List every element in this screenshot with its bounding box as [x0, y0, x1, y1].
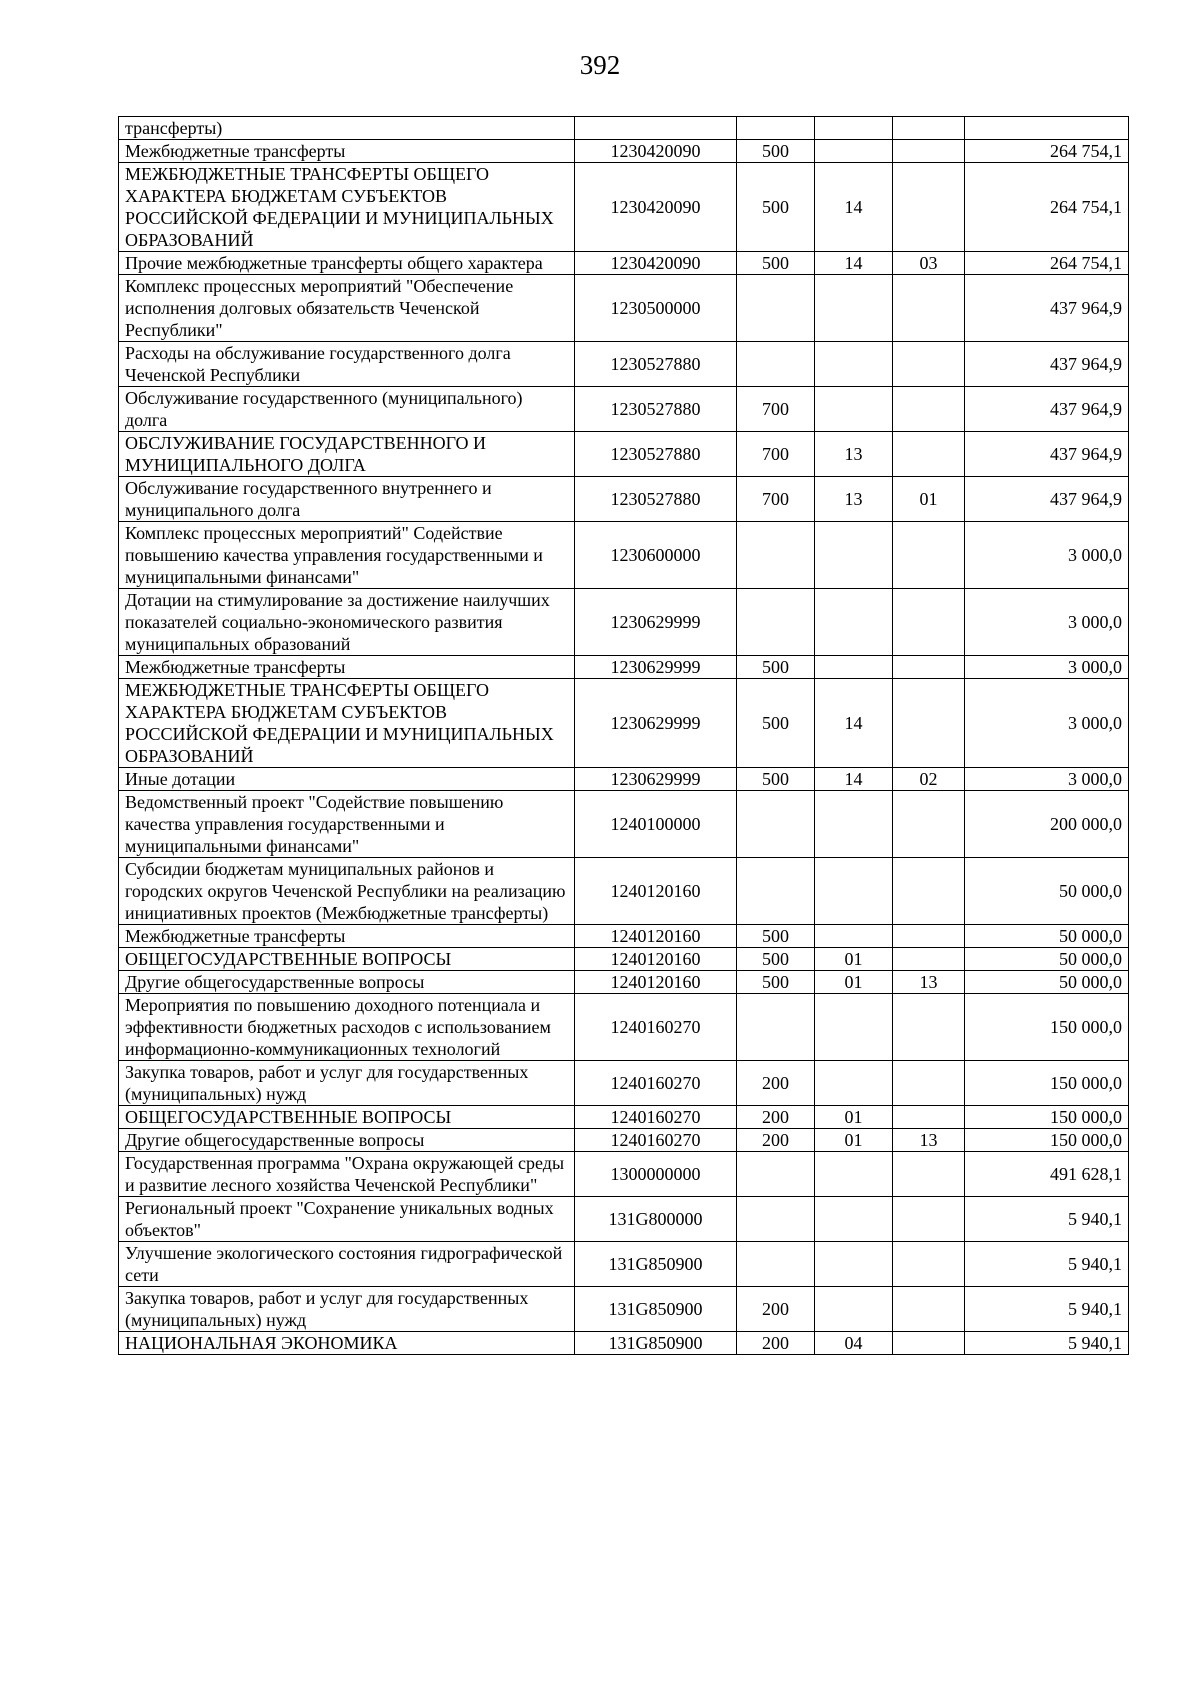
- amount-cell: 437 964,9: [965, 275, 1129, 342]
- amount-cell: 437 964,9: [965, 432, 1129, 477]
- expense-type-cell: [737, 342, 815, 387]
- table-row: [119, 1129, 1129, 1152]
- expense-name-cell: Субсидии бюджетам муниципальных районов и городских округов Чеченской Республики на реализацию инициативных проектов (Межбюджетные трансферты): [119, 858, 575, 925]
- section-cell: [815, 925, 893, 948]
- expense-type-cell: 700: [737, 477, 815, 522]
- section-cell: 01: [815, 971, 893, 994]
- section-cell: 13: [815, 477, 893, 522]
- expense-name-cell: ОБЩЕГОСУДАРСТВЕННЫЕ ВОПРОСЫ: [119, 1106, 575, 1129]
- target-code-cell: 1240120160: [575, 925, 737, 948]
- expense-name-cell: ОБСЛУЖИВАНИЕ ГОСУДАРСТВЕННОГО И МУНИЦИПАЛЬНОГО ДОЛГА: [119, 432, 575, 477]
- expense-name-cell: Межбюджетные трансферты: [119, 656, 575, 679]
- expense-type-cell: [737, 275, 815, 342]
- expense-type-cell: 500: [737, 925, 815, 948]
- amount-cell: 200 000,0: [965, 791, 1129, 858]
- target-code-cell: 1230527880: [575, 342, 737, 387]
- table-row: [119, 1197, 1129, 1242]
- section-cell: [815, 1242, 893, 1287]
- page-number: 392: [579, 50, 621, 80]
- table-row: [119, 432, 1129, 477]
- subsection-cell: [893, 1061, 965, 1106]
- amount-cell: 3 000,0: [965, 679, 1129, 768]
- expense-name-cell: Закупка товаров, работ и услуг для государственных (муниципальных) нужд: [119, 1287, 575, 1332]
- amount-cell: 437 964,9: [965, 342, 1129, 387]
- table-row: [119, 589, 1129, 656]
- table-row: [119, 925, 1129, 948]
- subsection-cell: [893, 858, 965, 925]
- expense-name-cell: Другие общегосударственные вопросы: [119, 971, 575, 994]
- target-code-cell: 1240120160: [575, 858, 737, 925]
- amount-cell: 5 940,1: [965, 1242, 1129, 1287]
- target-code-cell: 131G850900: [575, 1332, 737, 1355]
- table-row: [119, 1287, 1129, 1332]
- target-code-cell: 1230420090: [575, 252, 737, 275]
- target-code-cell: 1230629999: [575, 679, 737, 768]
- section-cell: [815, 1061, 893, 1106]
- amount-cell: 50 000,0: [965, 858, 1129, 925]
- section-cell: [815, 656, 893, 679]
- target-code-cell: 1230527880: [575, 387, 737, 432]
- expense-type-cell: [737, 1152, 815, 1197]
- section-cell: [815, 117, 893, 140]
- section-cell: [815, 858, 893, 925]
- amount-cell: 50 000,0: [965, 971, 1129, 994]
- expense-name-cell: Иные дотации: [119, 768, 575, 791]
- target-code-cell: 1230527880: [575, 477, 737, 522]
- table-row: [119, 768, 1129, 791]
- section-cell: [815, 522, 893, 589]
- amount-cell: 5 940,1: [965, 1332, 1129, 1355]
- target-code-cell: 1230500000: [575, 275, 737, 342]
- target-code-cell: 131G800000: [575, 1197, 737, 1242]
- subsection-cell: [893, 1287, 965, 1332]
- table-row: [119, 1242, 1129, 1287]
- table-row: [119, 1106, 1129, 1129]
- expense-type-cell: 500: [737, 679, 815, 768]
- subsection-cell: [893, 994, 965, 1061]
- expense-type-cell: 500: [737, 656, 815, 679]
- table-row: [119, 1152, 1129, 1197]
- expense-name-cell: Другие общегосударственные вопросы: [119, 1129, 575, 1152]
- expense-type-cell: 500: [737, 948, 815, 971]
- target-code-cell: 1240120160: [575, 948, 737, 971]
- amount-cell: 150 000,0: [965, 1061, 1129, 1106]
- expense-type-cell: [737, 1242, 815, 1287]
- target-code-cell: 1230600000: [575, 522, 737, 589]
- expense-name-cell: Государственная программа "Охрана окружающей среды и развитие лесного хозяйства Чеченской Республики": [119, 1152, 575, 1197]
- section-cell: [815, 1287, 893, 1332]
- target-code-cell: 1230629999: [575, 589, 737, 656]
- target-code-cell: 131G850900: [575, 1242, 737, 1287]
- expense-type-cell: 200: [737, 1287, 815, 1332]
- target-code-cell: 1240100000: [575, 791, 737, 858]
- section-cell: [815, 140, 893, 163]
- section-cell: 04: [815, 1332, 893, 1355]
- subsection-cell: [893, 1106, 965, 1129]
- table-row: [119, 971, 1129, 994]
- section-cell: [815, 387, 893, 432]
- amount-cell: 3 000,0: [965, 768, 1129, 791]
- amount-cell: 50 000,0: [965, 925, 1129, 948]
- expense-type-cell: 500: [737, 768, 815, 791]
- expense-type-cell: [737, 791, 815, 858]
- amount-cell: 264 754,1: [965, 252, 1129, 275]
- amount-cell: [965, 117, 1129, 140]
- expense-name-cell: Межбюджетные трансферты: [119, 925, 575, 948]
- target-code-cell: 1230420090: [575, 140, 737, 163]
- section-cell: 01: [815, 948, 893, 971]
- expense-type-cell: [737, 589, 815, 656]
- subsection-cell: 13: [893, 971, 965, 994]
- expense-type-cell: 500: [737, 252, 815, 275]
- section-cell: 01: [815, 1129, 893, 1152]
- target-code-cell: 131G850900: [575, 1287, 737, 1332]
- expense-name-cell: Ведомственный проект "Содействие повышению качества управления государственными и муниципальными финансами": [119, 791, 575, 858]
- table-row: [119, 522, 1129, 589]
- expense-name-cell: МЕЖБЮДЖЕТНЫЕ ТРАНСФЕРТЫ ОБЩЕГО ХАРАКТЕРА БЮДЖЕТАМ СУБЪЕКТОВ РОССИЙСКОЙ ФЕДЕРАЦИИ И МУНИЦИПАЛЬНЫХ ОБРАЗОВАНИЙ: [119, 679, 575, 768]
- section-cell: 14: [815, 163, 893, 252]
- amount-cell: 264 754,1: [965, 140, 1129, 163]
- section-cell: 13: [815, 432, 893, 477]
- target-code-cell: 1230420090: [575, 163, 737, 252]
- section-cell: 01: [815, 1106, 893, 1129]
- table-row: [119, 140, 1129, 163]
- subsection-cell: [893, 679, 965, 768]
- amount-cell: 491 628,1: [965, 1152, 1129, 1197]
- expense-type-cell: 200: [737, 1332, 815, 1355]
- subsection-cell: [893, 1152, 965, 1197]
- subsection-cell: [893, 432, 965, 477]
- subsection-cell: 03: [893, 252, 965, 275]
- expense-type-cell: 200: [737, 1129, 815, 1152]
- expense-type-cell: 500: [737, 163, 815, 252]
- amount-cell: 150 000,0: [965, 994, 1129, 1061]
- expense-name-cell: ОБЩЕГОСУДАРСТВЕННЫЕ ВОПРОСЫ: [119, 948, 575, 971]
- expense-name-cell: Прочие межбюджетные трансферты общего характера: [119, 252, 575, 275]
- expense-name-cell: Расходы на обслуживание государственного долга Чеченской Республики: [119, 342, 575, 387]
- amount-cell: 5 940,1: [965, 1287, 1129, 1332]
- table-row: [119, 679, 1129, 768]
- section-cell: 14: [815, 768, 893, 791]
- subsection-cell: [893, 275, 965, 342]
- budget-table: [118, 116, 1129, 1355]
- section-cell: [815, 1197, 893, 1242]
- subsection-cell: [893, 948, 965, 971]
- table-row: [119, 252, 1129, 275]
- expense-name-cell: Обслуживание государственного (муниципального) долга: [119, 387, 575, 432]
- expense-type-cell: 500: [737, 140, 815, 163]
- subsection-cell: [893, 925, 965, 948]
- subsection-cell: [893, 1197, 965, 1242]
- expense-type-cell: 200: [737, 1106, 815, 1129]
- table-row: [119, 1332, 1129, 1355]
- amount-cell: 50 000,0: [965, 948, 1129, 971]
- target-code-cell: 1240160270: [575, 1129, 737, 1152]
- subsection-cell: [893, 1242, 965, 1287]
- target-code-cell: 1240160270: [575, 1061, 737, 1106]
- subsection-cell: [893, 522, 965, 589]
- subsection-cell: [893, 656, 965, 679]
- expense-name-cell: Межбюджетные трансферты: [119, 140, 575, 163]
- expense-name-cell: Обслуживание государственного внутреннего и муниципального долга: [119, 477, 575, 522]
- table-row: [119, 387, 1129, 432]
- expense-name-cell: Комплекс процессных мероприятий "Обеспечение исполнения долговых обязательств Чеченской Республики": [119, 275, 575, 342]
- subsection-cell: 13: [893, 1129, 965, 1152]
- expense-name-cell: Комплекс процессных мероприятий" Содействие повышению качества управления государственными и муниципальными финансами": [119, 522, 575, 589]
- amount-cell: 437 964,9: [965, 387, 1129, 432]
- subsection-cell: 01: [893, 477, 965, 522]
- table-row: [119, 858, 1129, 925]
- table-row: [119, 791, 1129, 858]
- subsection-cell: [893, 342, 965, 387]
- subsection-cell: [893, 140, 965, 163]
- subsection-cell: [893, 1332, 965, 1355]
- expense-type-cell: [737, 117, 815, 140]
- target-code-cell: 1300000000: [575, 1152, 737, 1197]
- table-row: [119, 656, 1129, 679]
- budget-rows: [119, 117, 1129, 1355]
- target-code-cell: 1240160270: [575, 1106, 737, 1129]
- amount-cell: 5 940,1: [965, 1197, 1129, 1242]
- amount-cell: 3 000,0: [965, 656, 1129, 679]
- amount-cell: 3 000,0: [965, 589, 1129, 656]
- amount-cell: 150 000,0: [965, 1106, 1129, 1129]
- expense-name-cell: Мероприятия по повышению доходного потенциала и эффективности бюджетных расходов с использованием информационно-коммуникационных технологий: [119, 994, 575, 1061]
- section-cell: 14: [815, 679, 893, 768]
- table-row: [119, 117, 1129, 140]
- subsection-cell: [893, 163, 965, 252]
- subsection-cell: [893, 387, 965, 432]
- expense-name-cell: Закупка товаров, работ и услуг для государственных (муниципальных) нужд: [119, 1061, 575, 1106]
- section-cell: [815, 275, 893, 342]
- section-cell: [815, 791, 893, 858]
- target-code-cell: 1240160270: [575, 994, 737, 1061]
- section-cell: 14: [815, 252, 893, 275]
- section-cell: [815, 994, 893, 1061]
- subsection-cell: [893, 589, 965, 656]
- amount-cell: 264 754,1: [965, 163, 1129, 252]
- subsection-cell: [893, 117, 965, 140]
- expense-name-cell: Региональный проект "Сохранение уникальных водных объектов": [119, 1197, 575, 1242]
- table-row: [119, 1061, 1129, 1106]
- expense-name-cell: Дотации на стимулирование за достижение наилучших показателей социально-экономического развития муниципальных образований: [119, 589, 575, 656]
- expense-name-cell: трансферты): [119, 117, 575, 140]
- section-cell: [815, 1152, 893, 1197]
- table-row: [119, 275, 1129, 342]
- expense-type-cell: [737, 522, 815, 589]
- target-code-cell: 1230527880: [575, 432, 737, 477]
- expense-type-cell: [737, 858, 815, 925]
- target-code-cell: 1230629999: [575, 656, 737, 679]
- table-row: [119, 163, 1129, 252]
- subsection-cell: 02: [893, 768, 965, 791]
- target-code-cell: 1240120160: [575, 971, 737, 994]
- expense-type-cell: 200: [737, 1061, 815, 1106]
- table-row: [119, 948, 1129, 971]
- expense-type-cell: 700: [737, 432, 815, 477]
- target-code-cell: [575, 117, 737, 140]
- section-cell: [815, 342, 893, 387]
- table-row: [119, 342, 1129, 387]
- expense-type-cell: [737, 994, 815, 1061]
- expense-type-cell: [737, 1197, 815, 1242]
- amount-cell: 3 000,0: [965, 522, 1129, 589]
- table-row: [119, 477, 1129, 522]
- expense-type-cell: 500: [737, 971, 815, 994]
- target-code-cell: 1230629999: [575, 768, 737, 791]
- expense-type-cell: 700: [737, 387, 815, 432]
- section-cell: [815, 589, 893, 656]
- amount-cell: 437 964,9: [965, 477, 1129, 522]
- amount-cell: 150 000,0: [965, 1129, 1129, 1152]
- expense-name-cell: Улучшение экологического состояния гидрографической сети: [119, 1242, 575, 1287]
- table-row: [119, 994, 1129, 1061]
- subsection-cell: [893, 791, 965, 858]
- expense-name-cell: НАЦИОНАЛЬНАЯ ЭКОНОМИКА: [119, 1332, 575, 1355]
- expense-name-cell: МЕЖБЮДЖЕТНЫЕ ТРАНСФЕРТЫ ОБЩЕГО ХАРАКТЕРА БЮДЖЕТАМ СУБЪЕКТОВ РОССИЙСКОЙ ФЕДЕРАЦИИ И МУНИЦИПАЛЬНЫХ ОБРАЗОВАНИЙ: [119, 163, 575, 252]
